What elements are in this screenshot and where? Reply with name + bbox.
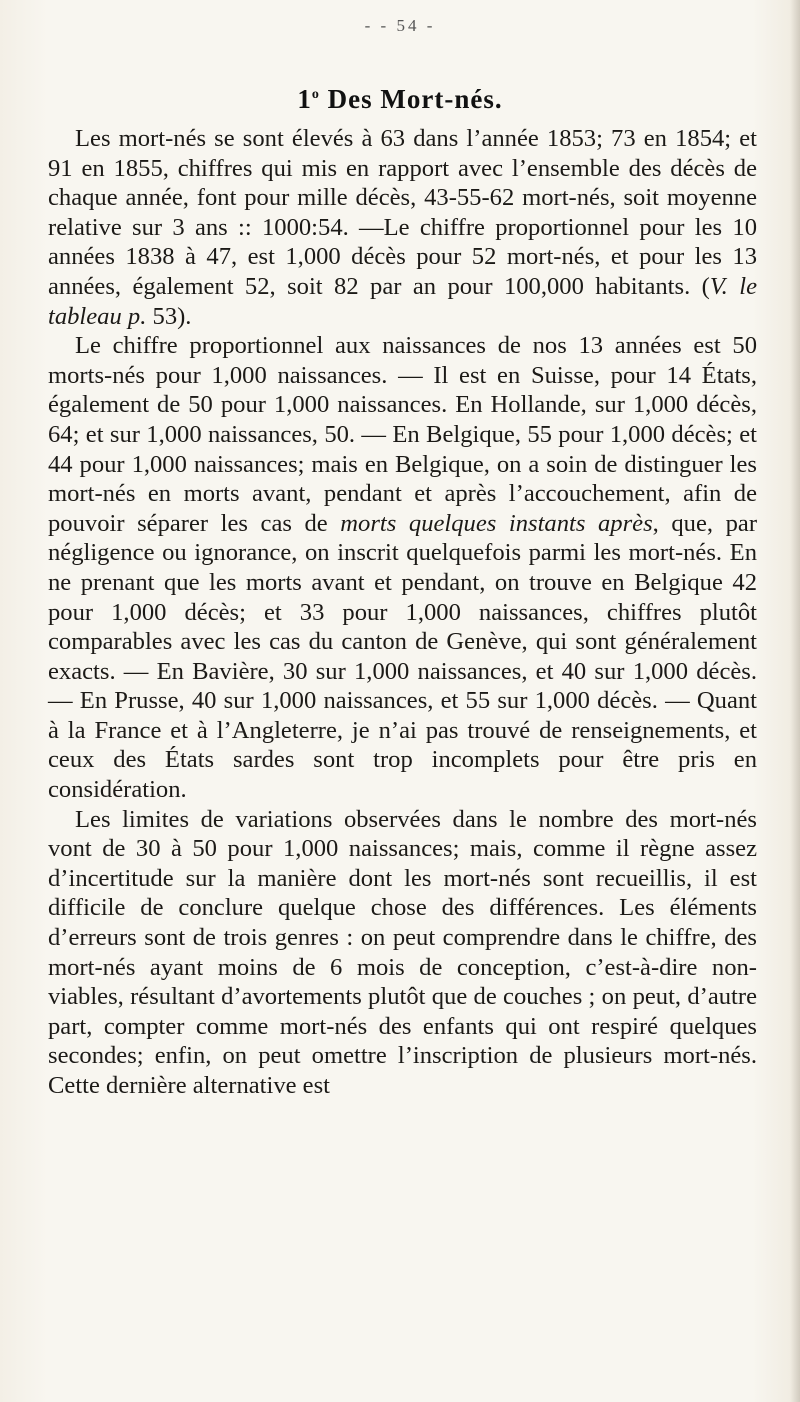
paragraph-text: Le chiffre proportionnel aux naissances de nos 13 années est 50 morts-nés pour 1,000 naissances. — Il est en Suisse, pour 14 États, également de 50 pour 1,000 naissances. En Hollande, sur 1,000 décès, 64; et sur 1,000 naissances, 50. — En Belgique, 55 pour 1,000 décès; et 44 pour 1,000 naissances; mais en Belgique, on a soin de distinguer les mort-nés en morts avant, pendant et après l’accouchement, afin de pouvoir séparer les cas de: [48, 332, 757, 537]
section-number: [297, 84, 320, 114]
page-edge-shadow: [790, 0, 800, 1402]
italic-phrase: morts quelques instants après: [340, 509, 653, 537]
page-number: - - 54 -: [364, 16, 436, 35]
section-number-ordinal: o: [311, 87, 320, 102]
table-reference: V. le tableau p.: [48, 272, 757, 330]
paragraph-mort-nes-totals: [48, 124, 757, 331]
section-number-digit: 1: [297, 84, 312, 114]
section-title: Des Mort-nés.: [327, 84, 503, 114]
paragraph-text: Les limites de variations observées dans le nombre des mort-nés vont de 30 à 50 pour 1,000 naissances; mais, comme il règne assez d’incertitude sur la manière dont les mort-nés sont recueillis, il est difficile de conclure quelque chose des différences. Les éléments d’erreurs sont de trois genres : on peut comprendre dans le chiffre, des mort-nés ayant moins de 6 mois de conception, c’est-à-dire non-viables, résultant d’avortements plutôt que de couches ; on peut, d’autre part, compter comme mort-nés des enfants qui ont respiré quelques secondes; enfin, on peut omettre l’inscription de plusieurs mort-nés. Cette dernière alternative est: [48, 805, 757, 1099]
paragraph-text: Les mort-nés se sont élevés à 63 dans l’année 1853; 73 en 1854; et 91 en 1855, chiffres qui mis en rapport avec l’ensemble des décès de chaque année, font pour mille décès, 43-55-62 mort-nés, soit moyenne relative sur 3 ans :: 1000:54. —Le chiffre proportionnel pour les 10 années 1838 à 47, est 1,000 décès pour 52 mort-nés, et pour les 13 années, également 52, soit 82 par an pour 100,000 habitants. (: [48, 125, 757, 300]
body-text: [48, 124, 757, 1101]
paragraph-international-comparison: [48, 331, 757, 805]
section-heading: [0, 84, 800, 115]
paragraph-text: 53).: [146, 302, 192, 330]
paragraph-variation-limits: [48, 805, 757, 1101]
paragraph-text: , que, par négligence ou ignorance, on inscrit quelquefois parmi les mort-nés. En ne prenant que les morts avant et pendant, on trouve en Belgique 42 pour 1,000 décès; et 33 pour 1,000 naissances, chiffres plutôt comparables avec les cas du canton de Genève, qui sont généralement exacts. — En Bavière, 30 sur 1,000 naissances, et 40 sur 1,000 décès. — En Prusse, 40 sur 1,000 naissances, et 55 sur 1,000 décès. — Quant à la France et à l’Angleterre, je n’ai pas trouvé de renseignements, et ceux des États sardes sont trop incomplets pour être pris en considération.: [48, 509, 758, 804]
